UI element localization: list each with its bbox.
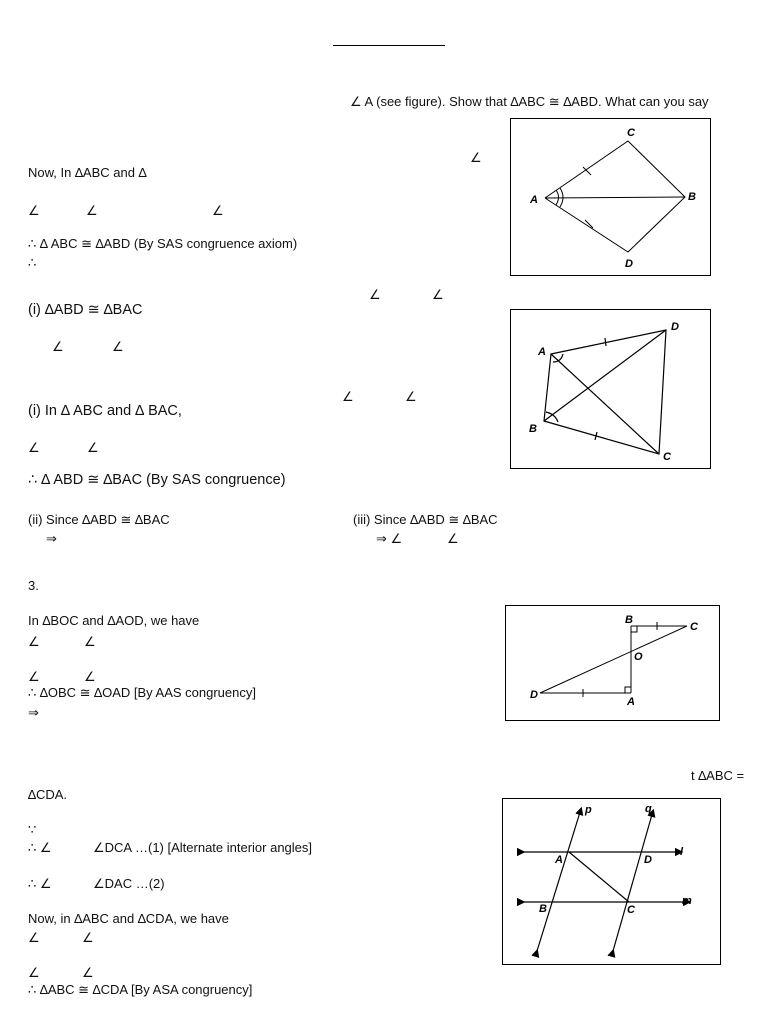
vertex-label-d: D [625, 258, 633, 270]
title-underline [333, 45, 445, 46]
therefore-symbol: ∴ [28, 255, 37, 270]
reason-line: ∠DCA …(1) [Alternate interior angles] [93, 840, 313, 855]
angle-symbol: ∠ [342, 389, 354, 404]
angle-symbol: ∠ [405, 389, 417, 404]
question-number: 3. [28, 578, 39, 593]
vertex-label-b: B [688, 191, 696, 203]
solution-line: Now, in ∆ABC and ∆CDA, we have [28, 911, 229, 926]
part-heading: (i) In ∆ ABC and ∆ BAC, [28, 403, 182, 419]
figure-parallel-lines [502, 798, 721, 965]
angle-symbol: ∠ [369, 287, 381, 302]
part-heading: (iii) Since ∆ABD ≅ ∆BAC [353, 512, 498, 527]
vertex-label-b: B [529, 423, 537, 435]
angle-symbol: ∠ [432, 287, 444, 302]
angle-symbol: ∠ [82, 930, 94, 945]
vertex-label-b: B [625, 614, 633, 626]
angle-symbol: ∠ [87, 440, 99, 455]
therefore-angle: ∴ ∠ [28, 840, 52, 855]
vertex-label-d: D [530, 689, 538, 701]
angle-symbol: ∠ [28, 669, 40, 684]
part-heading: (i) ∆ABD ≅ ∆BAC [28, 302, 143, 318]
implies-symbol: ⇒ [28, 705, 39, 720]
reason-line: ∠DAC …(2) [93, 876, 165, 891]
angle-symbol: ∠ [84, 634, 96, 649]
figure-triangles-boc-aod [505, 605, 720, 721]
angle-symbol: ∠ [28, 965, 40, 980]
vertex-label-a: A [555, 854, 563, 866]
angle-symbol: ∠ [84, 669, 96, 684]
vertex-label-a: A [627, 696, 635, 708]
vertex-label-c: C [627, 904, 635, 916]
angle-symbol: ∠ [28, 634, 40, 649]
question-line: ∆CDA. [28, 787, 68, 802]
vertex-label-c: C [663, 451, 671, 463]
conclusion-line: ∴ ∆ ABC ≅ ∆ABD (By SAS congruence axiom) [28, 236, 298, 251]
angle-symbol: ∠ [447, 531, 459, 546]
conclusion-line: ∴ ∆ABC ≅ ∆CDA [By ASA congruency] [28, 982, 253, 997]
vertex-label-o: O [634, 651, 643, 663]
solution-line: Now, In ∆ABC and ∆ [28, 165, 147, 180]
part-heading: (ii) Since ∆ABD ≅ ∆BAC [28, 512, 170, 527]
because-symbol: ∵ [28, 822, 37, 837]
figure-quadrilateral-abcd [510, 309, 711, 469]
line-label-m: m [682, 895, 692, 907]
figure-quadrilateral-acbd [510, 118, 711, 276]
angle-symbol: ∠ [28, 203, 40, 218]
vertex-label-a: A [538, 346, 546, 358]
vertex-label-d: D [671, 321, 679, 333]
implies-symbol: ⇒ [46, 531, 57, 546]
vertex-label-a: A [530, 194, 538, 206]
implies-line: ⇒ ∠ [376, 531, 403, 546]
angle-symbol: ∠ [52, 339, 64, 354]
angle-symbol: ∠ [112, 339, 124, 354]
angle-symbol: ∠ [82, 965, 94, 980]
line-label-p: p [585, 804, 592, 816]
line-label-l: l [680, 846, 684, 858]
solution-line: In ∆BOC and ∆AOD, we have [28, 613, 200, 628]
conclusion-line: ∴ ∆OBC ≅ ∆OAD [By AAS congruency] [28, 685, 256, 700]
question-line: ∠ A (see figure). Show that ∆ABC ≅ ∆ABD. What can you say [350, 94, 709, 109]
angle-symbol: ∠ [28, 440, 40, 455]
angle-symbol: ∠ [86, 203, 98, 218]
vertex-label-c: C [690, 621, 698, 633]
vertex-label-c: C [627, 127, 635, 139]
angle-symbol: ∠ [28, 930, 40, 945]
angle-symbol: ∠ [470, 150, 482, 165]
conclusion-line: ∴ ∆ ABD ≅ ∆BAC (By SAS congruence) [28, 472, 286, 488]
line-label-q: q [645, 803, 652, 815]
angle-symbol: ∠ [212, 203, 224, 218]
therefore-angle: ∴ ∠ [28, 876, 52, 891]
question-line-fragment: t ∆ABC = [691, 768, 745, 783]
vertex-label-b: B [539, 903, 547, 915]
vertex-label-d: D [644, 854, 652, 866]
